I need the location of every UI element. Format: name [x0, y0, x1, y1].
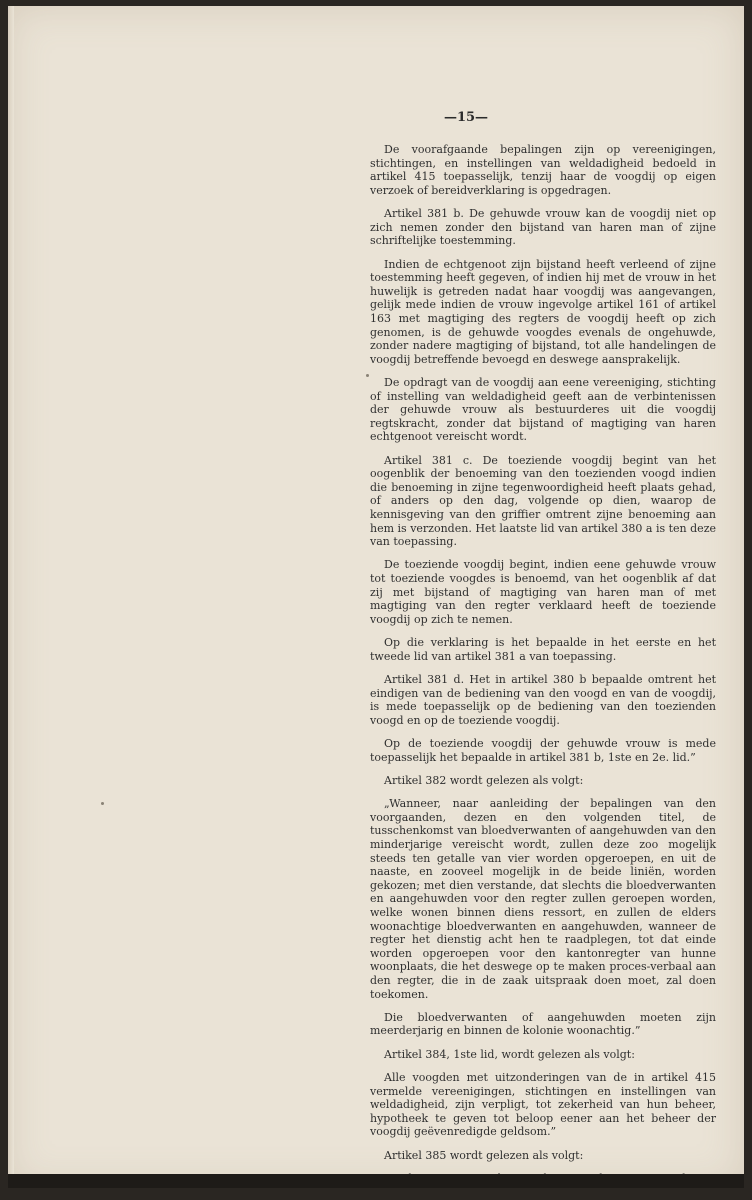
paragraph: Die bloedverwanten of aangehuwden moeten zijn meerderjarig en binnen de kolonie woonachtig.” [370, 1010, 716, 1038]
paragraph: Indien de echtgenoot zijn bijstand heeft verleend of zijne toestemming heeft gegeven, of indien hij met de vrouw in het huwelijk is getreden nadat haar voogdij was aangevangen, gelijk mede indien de vrouw ingevolge artikel 161 of artikel 163 met magtiging des regters de voogdij heeft op zich genomen, is de gehuwde voogdes evenals de ongehuwde, zonder nadere magtiging of bijstand, tot alle handelingen de voogdij betreffende bevoegd en deswege aansprakelijk. [370, 257, 716, 366]
paragraph: Artikel 384, 1ste lid, wordt gelezen als volgt: [384, 1047, 635, 1061]
paragraph: Artikel 381 d. Het in artikel 380 b bepaalde omtrent het eindigen van de bediening van den voogd en van de voogdij, is mede toepasselijk op de bediening van den toezienden voogd en op de toeziende voogdij. [370, 673, 716, 727]
paragraph: Op die verklaring is het bepaalde in het eerste en het tweede lid van artikel 381 a van toepassing. [370, 636, 716, 663]
page-edge [8, 6, 14, 1188]
paragraph: De opdragt van de voogdij aan eene vereeniging, stichting of instelling van weldadigheid geeft aan de verbintenissen der gehuwde vrouw als bestuurderes uit die voogdij regtskracht, zonder dat bijstand of magtiging van haren echtgenoot vereischt wordt. [370, 375, 716, 444]
paragraph: „Wanneer, naar aanleiding der bepalingen van den voorgaanden, dezen en den volgenden titel, de tusschenkomst van bloedverwanten of aangehuwden van den minderjarige vereischt wordt, zullen deze zoo mogelijk steeds ten getalle van vier worden opgeroepen, en uit de naaste, en zooveel mogelijk in de beide liniën, worden gekozen; met dien verstande, dat slechts die bloedverwanten en aangehuwden voor den regter zullen geroepen worden, welke wonen binnen diens ressort, en zullen de elders woonachtige bloedverwanten en aangehuwden, wanneer de regter het dienstig acht hen te raadplegen, tot dat einde worden opgeroepen voor den kantonregter van hunne woonplaats, die het deswege op te maken proces-verbaal aan den regter, die in de zaak uitspraak doen moet, zal doen toekomen. [370, 797, 716, 1001]
paragraph: Op de toeziende voogdij der gehuwde vrouw is mede toepasselijk het bepaalde in artikel 381 b, 1ste en 2e. lid.” [370, 737, 716, 764]
paragraph: Alle voogden met uitzonderingen van de in artikel 415 vermelde vereenigingen, stichtingen en instellingen van weldadigheid, zijn verpligt, tot zekerheid van hun beheer, hypotheek te geven tot beloop eener aan het beheer der voogdij geëvenredigde geldsom.” [370, 1070, 716, 1139]
page-number: —15— [443, 110, 489, 125]
paragraph: Artikel 381 b. De gehuwde vrouw kan de voogdij niet op zich nemen zonder den bijstand van haren man of zijne schriftelijke toestemming. [370, 207, 716, 248]
paragraph: Artikel 381 c. De toeziende voogdij begint van het oogenblik der benoeming van den toezienden voogd indien die benoeming in zijne tegenwoordigheid heeft plaats gehad, of anders op den dag, volgende op dien, waarop de kennisgeving van den griffier omtrent zijne benoeming aan hem is verzonden. Het laatste lid van artikel 380 a is ten deze van toepassing. [370, 453, 716, 549]
paper-speck [366, 374, 369, 377]
paragraph: De voorafgaande bepalingen zijn op vereenigingen, stichtingen, en instellingen van weldadigheid bedoeld in artikel 415 toepasselijk, tenzij haar de voogdij op eigen verzoek of bereidverklaring is opgedragen. [370, 143, 716, 197]
paragraph: Artikel 385 wordt gelezen als volgt: [384, 1148, 584, 1162]
paragraph: De toeziende voogdij begint, indien eene gehuwde vrouw tot toeziende voogdes is benoemd, van het oogenblik af dat zij met bijstand of magtiging van haren man of met magtiging van den regter verklaard heeft de toeziende voogdij op zich te nemen. [370, 558, 716, 626]
paragraph: Artikel 382 wordt gelezen als volgt: [384, 773, 584, 787]
page-body [370, 143, 716, 1195]
document-page [8, 6, 744, 1188]
paper-speck [101, 802, 104, 805]
page-bottom-edge [8, 1174, 744, 1188]
